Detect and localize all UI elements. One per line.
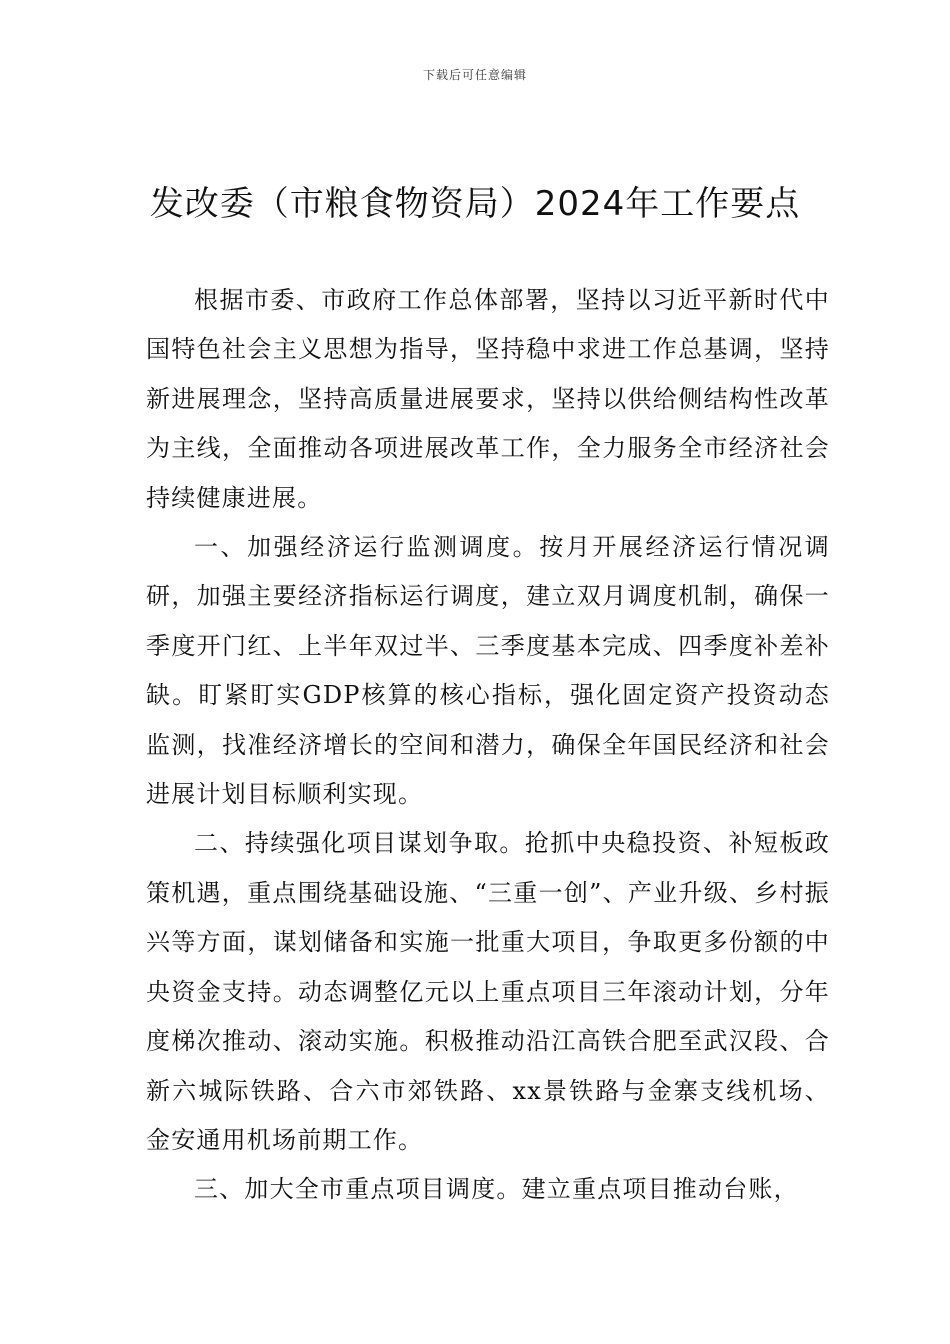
paragraph-section-3: 三、加大全市重点项目调度。建立重点项目推动台账， xyxy=(194,1175,799,1204)
document-body xyxy=(146,276,830,1215)
document-title: 发改委（市粮食物资局）2024年工作要点 xyxy=(149,184,801,224)
paragraph-section-2: 二、持续强化项目谋划争取。抢抓中央稳投资、补短板政策机遇，重点围绕基础设施、“三重一创”、产业升级、乡村振兴等方面，谋划储备和实施一批重大项目，争取更多份额的中央资金支持。动态调整亿元以上重点项目三年滚动计划，分年度梯次推动、滚动实施。积极推动沿江高铁合肥至武汉段、合新六城际铁路、合六市郊铁路、xx景铁路与金寨支线机场、金安通用机场前期工作。 xyxy=(146,829,830,1154)
paragraph-section-1: 一、加强经济运行监测调度。按月开展经济运行情况调研，加强主要经济指标运行调度，建立双月调度机制，确保一季度开门红、上半年双过半、三季度基本完成、四季度补差补缺。盯紧盯实GDP核算的核心指标，强化固定资产投资动态监测，找准经济增长的空间和潜力，确保全年国民经济和社会进展计划目标顺利实现。 xyxy=(146,533,830,809)
paragraph-intro: 根据市委、市政府工作总体部署，坚持以习近平新时代中国特色社会主义思想为指导，坚持稳中求进工作总基调，坚持新进展理念，坚持高质量进展要求，坚持以供给侧结构性改革为主线，全面推动各项进展改革工作，全力服务全市经济社会持续健康进展。 xyxy=(146,286,830,512)
header-note: 下载后可任意编辑 xyxy=(422,68,527,82)
